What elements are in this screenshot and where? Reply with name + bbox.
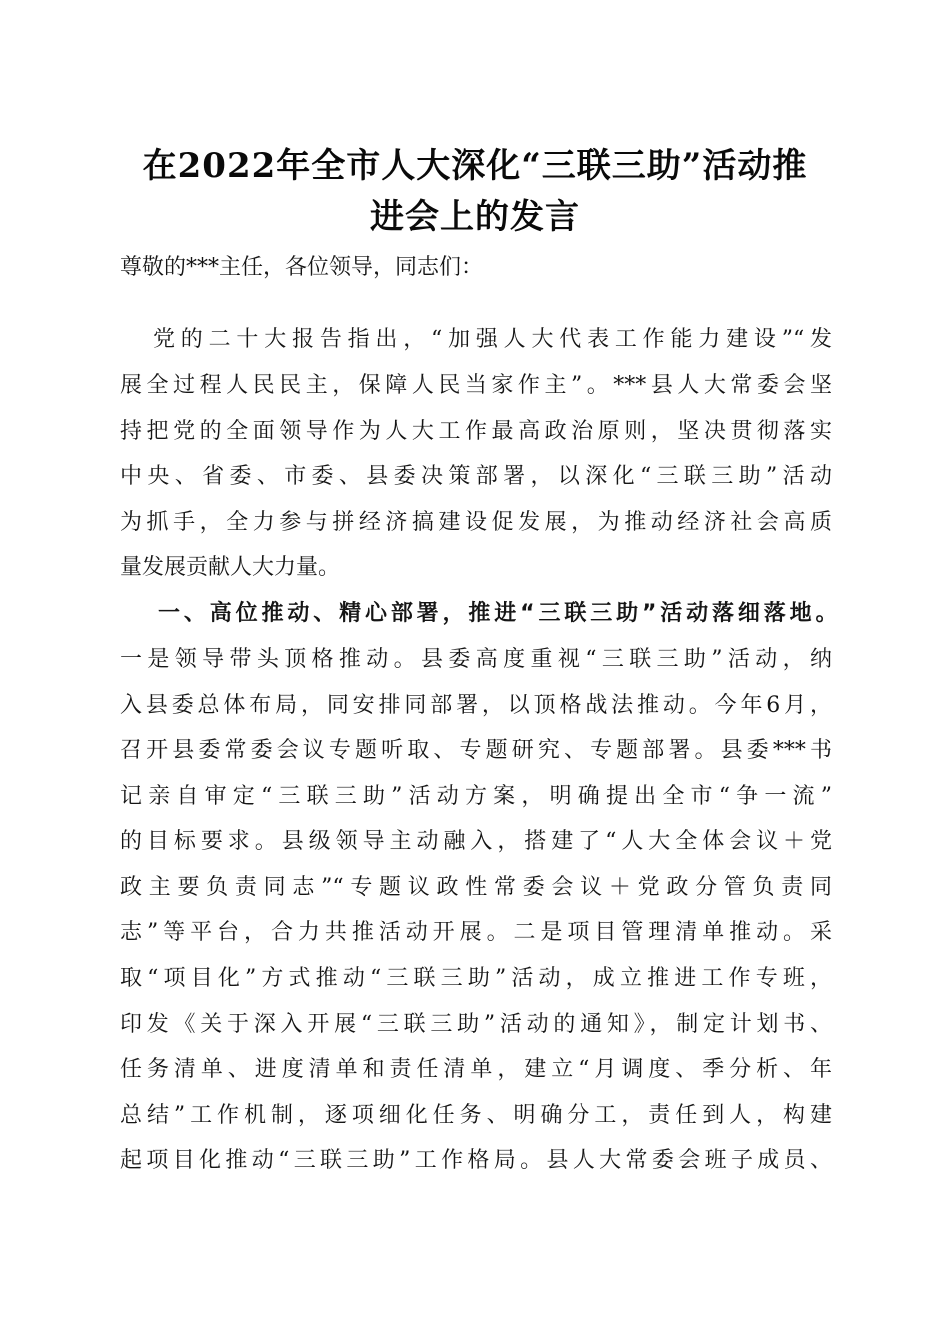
section-line: 取“项目化”方式推动“三联三助”活动，成立推进工作专班， [120, 966, 832, 991]
section-heading: 一、高位推动、精心部署，推进“三联三助”活动落细落地。 [158, 601, 838, 626]
section-line: 召开县委常委会议专题听取、专题研究、专题部署。县委***书 [120, 738, 832, 763]
section-line: 一是领导带头顶格推动。县委高度重视“三联三助”活动，纳 [120, 647, 832, 672]
intro-line: 党的二十大报告指出，“加强人大代表工作能力建设”“发 [153, 327, 832, 352]
intro-line: 展全过程人民民主，保障人民当家作主”。***县人大常委会坚 [120, 373, 832, 398]
document-title-line-2: 进会上的发言 [370, 197, 580, 237]
section-line: 印发《关于深入开展“三联三助”活动的通知》，制定计划书、 [120, 1012, 832, 1037]
document-title-line-1: 在2022年全市人大深化“三联三助”活动推 [142, 146, 808, 186]
section-line: 记亲自审定“三联三助”活动方案，明确提出全市“争一流” [120, 784, 832, 809]
section-line: 任务清单、进度清单和责任清单，建立“月调度、季分析、年 [120, 1057, 832, 1082]
intro-line: 持把党的全面领导作为人大工作最高政治原则，坚决贯彻落实 [120, 419, 832, 444]
section-line: 的目标要求。县级领导主动融入，搭建了“人大全体会议＋党 [120, 829, 832, 854]
section-line: 政主要负责同志”“专题议政性常委会议＋党政分管负责同 [120, 875, 832, 900]
intro-line: 量发展贡献人大力量。 [120, 555, 341, 580]
intro-line: 中央、省委、市委、县委决策部署，以深化“三联三助”活动 [120, 464, 832, 489]
section-line: 起项目化推动“三联三助”工作格局。县人大常委会班子成员、 [120, 1148, 832, 1173]
greeting: 尊敬的***主任，各位领导，同志们： [120, 255, 484, 280]
section-line: 志”等平台，合力共推活动开展。二是项目管理清单推动。采 [120, 920, 832, 945]
intro-line: 为抓手，全力参与拼经济搞建设促发展，为推动经济社会高质 [120, 510, 832, 535]
section-line: 总结”工作机制，逐项细化任务、明确分工，责任到人，构建 [120, 1103, 832, 1128]
section-line: 入县委总体布局，同安排同部署，以顶格战法推动。今年6月， [120, 693, 832, 718]
